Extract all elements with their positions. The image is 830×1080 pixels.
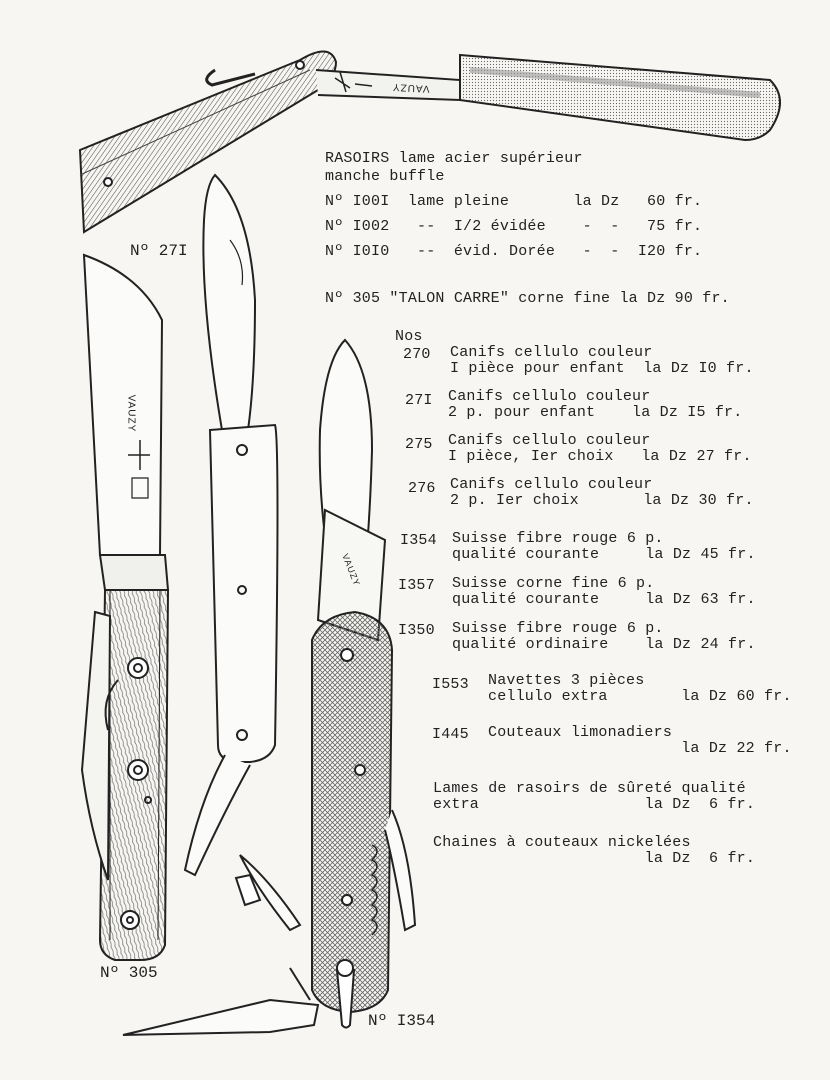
razor-row-1002: Nº I002 -- I/2 évidée - - 75 fr. (325, 218, 703, 235)
item-line1: Couteaux limonadiers (488, 724, 673, 741)
item-number: 275 (405, 436, 433, 453)
item-line2: I pièce pour enfant la Dz I0 fr. (450, 360, 754, 377)
item-number: I350 (398, 622, 435, 639)
item-line2: la Dz 22 fr. (488, 740, 792, 757)
knife-chains-line1: Chaines à couteaux nickelées (433, 834, 691, 851)
item-line2: qualité courante la Dz 45 fr. (452, 546, 756, 563)
figure-label-1354: Nº I354 (368, 1012, 436, 1030)
safety-blades-line1: Lames de rasoirs de sûreté qualité (433, 780, 746, 797)
item-line2: 2 p. pour enfant la Dz I5 fr. (448, 404, 743, 421)
safety-blades-line2: extra la Dz 6 fr. (433, 796, 756, 813)
item-number: 27I (405, 392, 433, 409)
item-line2: 2 p. Ier choix la Dz 30 fr. (450, 492, 754, 509)
item-number: I553 (432, 676, 469, 693)
knife-305-drawing (82, 255, 168, 960)
item-number: I357 (398, 577, 435, 594)
item-line1: Suisse corne fine 6 p. (452, 575, 655, 592)
item-number: I445 (432, 726, 469, 743)
razor-row-1010: Nº I0I0 -- évid. Dorée - - I20 fr. (325, 243, 703, 260)
razor-subheading: manche buffle (325, 168, 445, 185)
item-line2: qualité courante la Dz 63 fr. (452, 591, 756, 608)
knife-305-brand-mark: VAUZY (125, 394, 137, 433)
nos-header: Nos (395, 328, 423, 345)
item-number: 276 (408, 480, 436, 497)
item-line1: Navettes 3 pièces (488, 672, 645, 689)
figure-label-305: Nº 305 (100, 964, 158, 982)
item-line1: Suisse fibre rouge 6 p. (452, 530, 664, 547)
razor-row-1001: Nº I00I lame pleine la Dz 60 fr. (325, 193, 703, 210)
item-line1: Canifs cellulo couleur (448, 388, 651, 405)
swiss-knife-brand-mark: VAUZY (340, 552, 363, 588)
figure-label-271: Nº 27I (130, 242, 188, 260)
item-line2: cellulo extra la Dz 60 fr. (488, 688, 792, 705)
item-number: 270 (403, 346, 431, 363)
knife-271-drawing (185, 175, 278, 875)
item-line2: I pièce, Ier choix la Dz 27 fr. (448, 448, 752, 465)
razor-heading: RASOIRS lame acier supérieur (325, 150, 583, 167)
item-line1: Canifs cellulo couleur (450, 344, 653, 361)
item-line1: Canifs cellulo couleur (448, 432, 651, 449)
item-number: I354 (400, 532, 437, 549)
razor-brand-mark: VAUZY (391, 81, 430, 94)
item-line1: Canifs cellulo couleur (450, 476, 653, 493)
talon-carre-line: Nº 305 "TALON CARRE" corne fine la Dz 90 fr. (325, 290, 730, 307)
item-line1: Suisse fibre rouge 6 p. (452, 620, 664, 637)
item-line2: qualité ordinaire la Dz 24 fr. (452, 636, 756, 653)
knife-chains-line2: la Dz 6 fr. (433, 850, 756, 867)
